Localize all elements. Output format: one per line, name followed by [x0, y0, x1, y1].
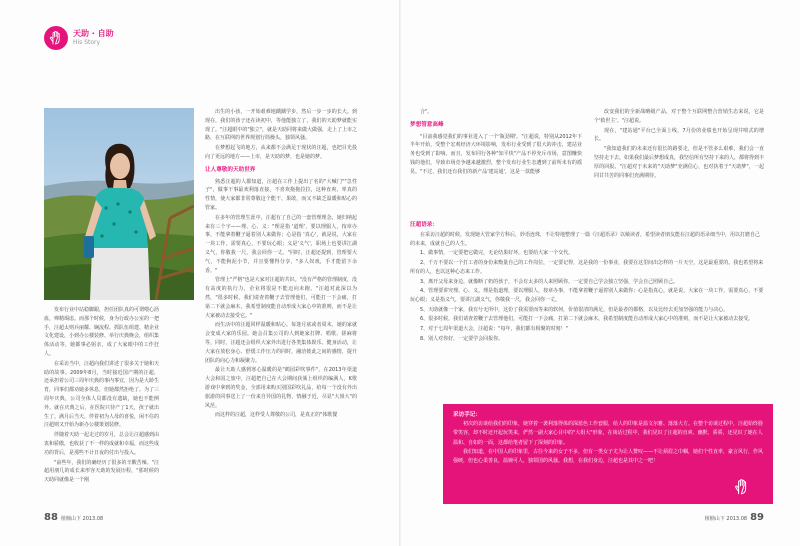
paragraph: 现在，"建站通"平台已全面上线，7月份的业绩也开始呈现井喷式的增长。	[594, 127, 764, 143]
article-column-1	[44, 306, 159, 486]
footer-right	[702, 512, 764, 523]
quotes-section	[410, 221, 764, 344]
quote-item: 1、做事情，一定要把它做完，无论结果好坏，也要给大家一个交代。	[420, 250, 574, 257]
paragraph: "我知道我们的未来还有很长的路要走，但是不管多么艰难，我们会一直坚持走下去。如果我们最后梦想成真，我坚信所有坚持下来的人，都将得到丰厚的回报。"汪超对于未来的"天助梦"充满信心，也对执着于"天助梦"，一起同甘共苦的同事们充满期待。	[594, 146, 765, 179]
interview-notes-title: 采访手记：	[453, 412, 481, 418]
quote-item: 7、对于七周年渠道大会，汪超说："每年，我们都有相聚的时刻！"	[420, 326, 568, 333]
quotes-intro: 在采访汪超的时候，发现她大管家学方科后，妙语连珠，不让特地整理了一篇《汪超语录》以飨读者，希望读者朋友能在汪超的语录细当中，用以打磨自己的未来，成就自己的人生。	[410, 231, 761, 247]
quote-item: 3、离开父母来身边，就像断了奶的孩子，不会有太多的人来照顾你，一定要自己学会独立坚强，学会自己照顾自己。	[420, 278, 679, 285]
footer-left	[44, 512, 106, 523]
portrait-photo	[44, 108, 194, 300]
paragraph: 发布行业中站稳脚跟，担任团队真的可谓喂心沥血，殚精竭虑。而那个时候，身为行政办公室的一把手，汪超太则兵丽耀、娴流程、抓队伍组建、精企业文化建设，小到办公楼装修、举行庆典晚会，组织集体活动等，她都事必躬亲，成了大家眼中的工作狂人。	[44, 307, 160, 357]
article-column-2	[205, 108, 357, 421]
quote-item: 5、天助就像一个家，我有兮无所中，这份了我需要而等来的软何，价值很清的满足，但是最者的都格，以及比经去更加坚强的能力与决心。	[420, 306, 729, 313]
interview-notes-box	[443, 404, 773, 504]
quote-item: 4、管理要讲究理、心、义。理是指道理，要以理服人，按章办事，不能拿着鞭子逼着别人来做你；心是指真心，就是说，大家在一块工作，需要真心，不要玩心眼；义是指义气，要讲江湖义气，你敬我一尺，我会回你一丈。	[410, 288, 764, 304]
paragraph: 在采访当中，汪超向我们讲述了很多关于她和天助的故事。2009年8月，当时接近国产期的汪超，还承担着公司三周年庆典的事内事宜，因为是大龄生育，同事们都劝她多休息，但她都然拒绝了。为了三周年庆典，公司全体人员都没有遗缺，她也不能例外。就在庆典之后，在医院只待产了1天，孩子就出生了。满月后当天，伴着初为人母的喜悦，闲不住的汪超则又开始为新办公楼策划装修。	[44, 360, 160, 429]
paragraph: 在多年的管理生涯中，汪超有了自己的一套管理理念，她归纳起来有三个字——理、心、义："理是指 '道理'，要以理服人，按章办事，不能拿着鞭子逼着别人来做你；心是指 '真心'，就是说，大家在一块工作，需要真心，不要玩心眼；义是'义气'，职场上也要讲江湖义气，你敬我一尺，我会回你一丈。"同时，汪超还提到，管理要大气，不能狗泥小节，并且要懂得分享，"多人奴戏，手才能留下余香。"	[205, 214, 357, 274]
quote-item: 2、千万不要以一个打工者的身份来衡量自己的工作岗位，一定要记得，这是我的一份事业，我要在这里间出怎样的一片天空，这是最重要的。我也希望将来所有的人，也以这种心态来工作。	[410, 259, 764, 275]
page-number: 89	[750, 512, 764, 523]
quote-item: 8、别人对你好，一定要学会回报你。	[420, 335, 504, 342]
paragraph: "目前我感觉我们的事业进入了一个'瓶劲期'。"汪超说，特别从2012年下半年开始，受整个宏观经济大环境影响，发布行业受到了很大的冲击，建站业务也受到了影响。而且，发布同行各种"知平快"产品不停充斥市场，意图赚快钱的他们，导致市场竞争越来越激烈，整个发布行业生态遭到了前所未有的摇晃。"不过，我们还有我们的新产品'建站通'，这是一款能够	[410, 133, 582, 175]
subheading: 梦想管意高峰	[410, 121, 444, 128]
section-header	[44, 26, 114, 50]
paragraph: 伴随着天助一起走过的岁月，总会让汪超感到由衷和骄傲，也收获了不一样的成就和幸福，而这些成功的背后，是那些不计日夜的付出与投入。	[44, 432, 160, 456]
paragraph: 而生活中的汪超同样温暖和贴心。每逢月底或者周末，她的家就会变成大家的乐园。她会召集公司的人到她家打牌、唱歌、搓麻将等，同时，汪超还会组织大家外出进行各类集体娱乐、健身活动，让大家在放松身心、舒缓工作压力的同时，融洽彼此之间的感情，提升团队的向心力和凝聚力。	[205, 322, 357, 364]
subheading: 让人尊敬的天助世界	[205, 166, 256, 173]
magazine-issue: 植楠山下 2013.08	[704, 516, 748, 522]
paragraph: 管理上"严格"也是大家对汪超的共识。"没有严格的管理制度，没有高度的执行力，企业将很是不能迈向未跑。"汪超对此深以为然，"很多时候，我们请查着鞭子去管理他们，可能打一下会痛，打第二下就会麻木，我希望制度能自动形成大家心中的准则，而不是让大家被动去接受它。"	[205, 277, 357, 319]
paragraph: "前些年，我们的确经历了很多的辛酸苦辣。"汪超用朋几的成长来形容天助的发展历程，"那时候的天助同就像是一个刚	[44, 459, 159, 484]
paragraph: 我们知道，在中国人的印象里，古往今来的女子不多，但有一类女子尤为让人赞叹——不让须眉之巾帼，她们个性直率，豪言风行，作风强硬，但也心柔善良，温婉可人，独领国的风骚。我想，在我们身边，汪超也是其中之一吧！	[453, 448, 764, 465]
paragraph: 在梦想起飞的地方，从来都不会满足于现状的汪超，也把目光投向了更远的地方——上市，是天助的梦，也是她的梦。	[205, 145, 357, 160]
paragraph: 初次的访谈给我们的印象，她穿着一袭利落得体的深蓝色工作套服，给人的印象是温文尔雅、落落大方。在整个访谈过程中，汪超始终脸带笑容，却不时还开起玩笑来，俨然一副大家心目中的"大姐大"形象，在谈话过程中，我们见识了汪超的直爽、幽默、骄骄，还见识了她在人温和、自如的一面，这都给笔者留下了深刻的印象。	[453, 421, 764, 446]
quote-item: 6、很多时候，我们请查着鞭子去管理他们，可能打一下会痛，打第二下就会麻木，我希望制度能自动形成大家心中的准则，而不是让大家被动去接受。	[420, 316, 754, 323]
hand-icon	[733, 478, 751, 500]
paragraph: 最让天助人感到寒心温暖的是"鹤园彩吹事件"，在2013年渠道大会和国之旅中，汪超把自己在大会期间获颁上组织的编满人，K歌游戏中拿到的奖金，全部用来购买别国彩吹礼品，给每一个没有外出旅游的同事送上了一份来自异国的礼物，情融于近，尽显"大姐大"的风范。	[205, 367, 357, 409]
section-title: 天助 · 自助	[73, 29, 114, 38]
article-column-4	[594, 108, 764, 181]
paragraph: 改变我们的全新战略级产品，对于整个互联网整合营销生态来说，它是个'救世主'。"汪超说。	[594, 109, 764, 124]
page-number: 88	[44, 512, 58, 523]
paragraph: 而这样的汪超，这样受人尊敬的公司，是真正的"体歌餐	[215, 412, 338, 419]
page-fold	[399, 0, 401, 546]
paragraph: 合"。	[420, 109, 433, 115]
article-column-3	[410, 108, 582, 178]
paragraph: 出生的小孩，一开始艰难地踽踽学步，然后一步一步的长大。到现在，我们的孩子还在读初中，等他能独立了，我们的天助梦就能实现了。"汪超眼中的"独立"，就是天助同将来做大做强，走上了上市之路，在互联网的世界规划行简操头，独领风骚。	[205, 109, 357, 142]
section-subtitle: His Story	[73, 39, 101, 46]
quotes-title: 汪超语录：	[410, 222, 438, 228]
magazine-issue: 植楠山下 2013.08	[60, 516, 104, 522]
paragraph: 熟悉汪超的人都知道，汪超在工作上提出了名的"大喊门""急性子"，做事干事最欢利落直接，不喜欢拖拖拉拉，这种直爽、率真的性情，使大家都非常尊敬这个能干、果敢，而又不缺乏温暖和贴心的管家。	[205, 178, 357, 211]
hand-icon	[44, 26, 68, 50]
